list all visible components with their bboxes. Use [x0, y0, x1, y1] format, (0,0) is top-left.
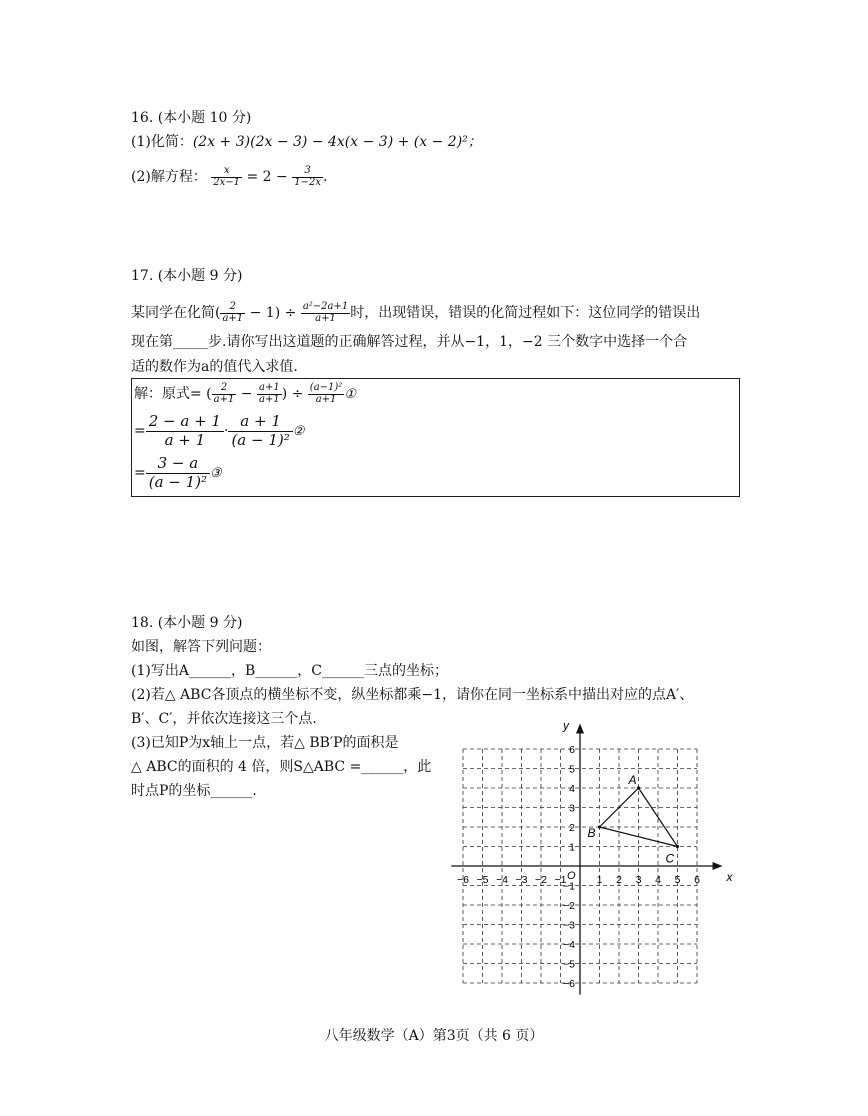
- y-tick-label: −4: [563, 939, 575, 951]
- x-tick-label: 4: [655, 874, 661, 886]
- solution-step-2: [134, 411, 304, 452]
- step1-marker: ①: [344, 387, 356, 402]
- x-tick-label: 6: [694, 874, 700, 886]
- y-tick-label: 2: [569, 822, 575, 834]
- x-tick-label: −2: [535, 874, 547, 886]
- solution-step-3: [134, 453, 222, 494]
- step2-fraction-2: [228, 413, 292, 450]
- fraction-numerator: 3 − a: [146, 455, 210, 474]
- step1-prefix: 解：原式= (: [134, 386, 212, 402]
- q16-fraction-1: [211, 166, 242, 188]
- fraction-denominator: a+1: [315, 312, 336, 324]
- fraction-numerator: a²−2a+1: [302, 301, 349, 312]
- q17-line1: [131, 298, 700, 328]
- x-axis-arrow-icon: [713, 862, 723, 870]
- q18-intro: 如图，解答下列问题：: [131, 639, 271, 655]
- fraction-denominator: (a − 1)²: [231, 430, 290, 449]
- triangle-abc: [600, 788, 678, 847]
- q16-part2-end: .: [322, 169, 328, 185]
- y-tick-label: 4: [569, 783, 575, 795]
- q18-part3-line2: △ ABC的面积的 4 倍，则S△ABC =______，此: [131, 759, 432, 775]
- x-tick-label: −5: [476, 874, 489, 886]
- step3-fraction: [146, 455, 210, 492]
- fraction-numerator: 2 − a + 1: [146, 413, 224, 432]
- q17-line1-end: 时，出现错误，错误的化简过程如下：这位同学的错误出: [350, 305, 701, 321]
- step3-equals: =: [134, 465, 146, 481]
- y-tick-label: 5: [569, 763, 575, 776]
- step1-fraction-2: [257, 383, 282, 405]
- q16-part2-middle: = 2 −: [242, 169, 293, 185]
- y-tick-label: −3: [563, 919, 575, 932]
- q16-part1-prefix: (1)化简：: [131, 134, 193, 150]
- q16-part1: [131, 132, 482, 152]
- fraction-denominator: a+1: [315, 393, 337, 405]
- point-label-a: A: [628, 773, 637, 787]
- step1-fraction-1: [212, 383, 237, 405]
- q18-part2-line2: B′、C′，并依次连接这三个点.: [131, 711, 317, 727]
- x-tick-label: 5: [674, 874, 681, 886]
- point-label-c: C: [665, 851, 675, 866]
- q17-fraction-2: [301, 302, 350, 324]
- y-tick-label: −2: [563, 900, 575, 912]
- fraction-denominator: a+1: [213, 393, 235, 405]
- q18-part3-line3: 时点P的坐标______.: [131, 783, 257, 799]
- q18-title: 18. (本小题 9 分): [131, 615, 243, 631]
- fraction-numerator: 3: [292, 166, 323, 178]
- coordinate-figure: [440, 718, 733, 998]
- step2-marker: ②: [292, 424, 305, 439]
- step2-dot: ·: [223, 423, 229, 439]
- x-tick-label: 1: [596, 874, 603, 886]
- x-tick-label: −6: [457, 874, 469, 886]
- y-tick-label: −5: [563, 958, 575, 971]
- step1-divide: ) ÷: [281, 386, 308, 402]
- x-tick-label: −1: [554, 874, 567, 886]
- point-b: [598, 825, 601, 828]
- fraction-numerator: x: [211, 166, 242, 178]
- step2-equals: =: [134, 423, 146, 439]
- page-footer: 八年级数学（A）第3页（共 6 页）: [324, 1028, 544, 1044]
- solution-step-1: [134, 382, 356, 407]
- q17-line1-start: 某同学在化简(: [131, 305, 221, 321]
- x-tick-label: −3: [515, 874, 528, 886]
- y-tick-label: 1: [569, 841, 575, 854]
- y-axis-arrow-icon: [576, 723, 584, 733]
- y-tick-label: 3: [569, 802, 575, 815]
- x-tick-label: −4: [496, 874, 508, 886]
- fraction-numerator: 2: [212, 383, 237, 395]
- step2-fraction-1: [146, 413, 224, 450]
- fraction-numerator: 2: [220, 302, 245, 314]
- q16-part2: [131, 163, 327, 191]
- q17-line3: 适的数作为a的值代入求值.: [131, 359, 298, 375]
- q16-title: 16. (本小题 10 分): [131, 110, 252, 126]
- q16-part2-prefix: (2)解方程：: [131, 169, 207, 185]
- y-tick-label: −1: [563, 880, 575, 893]
- step1-fraction-3: [308, 383, 345, 405]
- fraction-denominator: a+1: [259, 393, 280, 405]
- origin-label: O: [567, 870, 576, 882]
- q18-part3-line1: (3)已知P为x轴上一点，若△ BB′P的面积是: [131, 735, 399, 751]
- point-label-b: B: [587, 826, 596, 840]
- q16-part1-expression: (2x + 3)(2x − 3) − 4x(x − 3) + (x − 2)²；: [192, 134, 482, 150]
- step3-marker: ③: [210, 466, 222, 481]
- q18-part2-line1: (2)若△ ABC各顶点的横坐标不变，纵坐标都乘−1，请你在同一坐标系中描出对应的点A′、: [131, 687, 694, 703]
- q17-line2: 现在第_____步.请你写出这道题的正确解答过程，并从−1，1，−2 三个数字中选择一个合: [131, 334, 688, 350]
- step1-minus: −: [236, 386, 257, 402]
- q16-fraction-2: [292, 166, 323, 188]
- y-axis-label: y: [563, 718, 569, 733]
- fraction-numerator: (a−1)²: [309, 382, 343, 393]
- q18-part1: (1)写出A______，B______，C______三点的坐标；: [131, 663, 448, 679]
- q17-line1-middle: − 1) ÷: [245, 305, 301, 321]
- fraction-denominator: (a − 1)²: [148, 472, 208, 491]
- fraction-denominator: 1−2x: [294, 176, 321, 188]
- x-axis-label: x: [726, 870, 733, 884]
- x-tick-label: 2: [616, 874, 622, 886]
- q17-fraction-1: [220, 302, 245, 324]
- y-tick-label: −6: [563, 978, 575, 990]
- fraction-denominator: a + 1: [164, 430, 206, 449]
- x-tick-label: 3: [635, 874, 642, 886]
- fraction-numerator: a+1: [259, 382, 280, 393]
- fraction-numerator: a + 1: [228, 413, 292, 432]
- point-c: [676, 845, 679, 848]
- q17-solution-box: [131, 378, 740, 497]
- fraction-denominator: a+1: [222, 312, 244, 324]
- y-tick-label: 6: [569, 744, 575, 756]
- q17-title: 17. (本小题 9 分): [131, 268, 243, 284]
- point-a: [637, 786, 640, 789]
- fraction-denominator: 2x−1: [213, 176, 241, 188]
